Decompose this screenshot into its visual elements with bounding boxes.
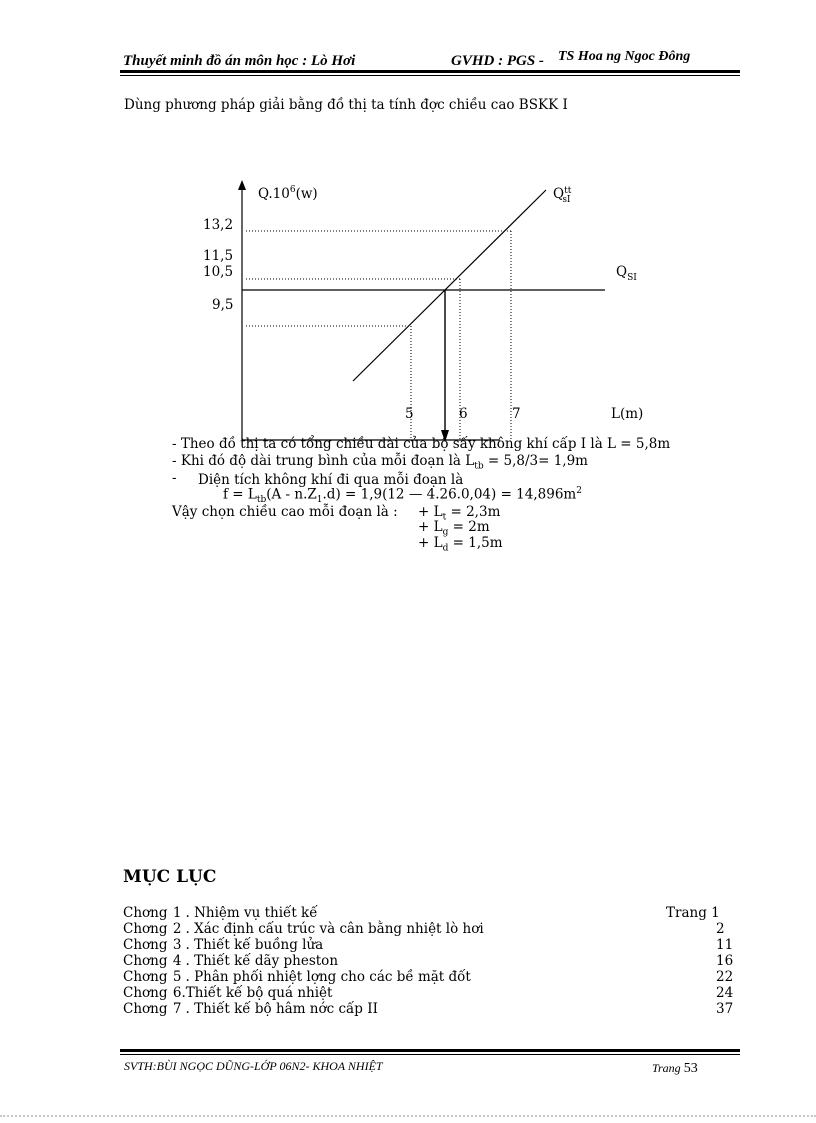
toc-chapter: Chơng [123,969,168,985]
toc-text: . Thiết kế dãy pheston [185,953,339,969]
footer-student: SVTH:BÙI NGỌC DŨNG-LỚP 06N2- KHOA NHIỆT [124,1059,383,1073]
result-line-2: - Khi đó độ dài trung bình của mỗi đoạn là $L_{tb} = 5,8/3= 1,9m$ [172,453,588,472]
y-axis-label: $Q.10^6(w)$ [258,185,318,202]
xtick-5: 5 [405,406,414,422]
toc-chapter: Chơng [123,1001,168,1017]
y-axis-arrow [238,180,246,190]
toc-row[interactable] [123,953,683,969]
header-title: Thuyết minh đồ án môn học : Lò Hơi [123,53,356,69]
choose-heights-prefix: Vậy chọn chiều cao mỗi đoạn là : [172,504,398,520]
toc-num: 4 [172,953,182,969]
area-formula: $f = L_{tb}(A - n.Z_1.d) = 1,9(12$ — $4.26.0,04) = 14,896m^2$ [223,486,582,506]
toc-row[interactable] [123,937,683,953]
toc-page-3: 11 [716,937,734,953]
toc-text: .Thiết kế bộ quá nhiệt [181,985,333,1001]
toc-page-2: 2 [716,921,725,937]
toc-num: 6 [172,985,182,1001]
toc-num: 5 [172,969,182,985]
toc-row[interactable] [123,1001,683,1017]
series-qtt-label: $Q^{tt}$ sI [553,186,572,205]
toc-text: . Xác định cấu trúc và cân bằng nhiệt lò hơi [185,921,484,937]
footer-page: Trang 53 [652,1061,698,1076]
toc-page-6: 24 [716,985,734,1001]
toc-chapter: Chơng [123,905,168,921]
toc-title: MỤC LỤC [123,867,217,887]
footer-rule-thick [120,1049,740,1052]
toc-num: 7 [172,1001,182,1017]
page-bottom-edge [0,1115,816,1117]
series-qsi-label: $Q_{SI}$ [616,264,637,283]
x-axis-label: L(m) [611,406,644,422]
footer-rule-thin [120,1054,740,1055]
toc-row[interactable] [123,921,683,937]
toc-page-4: 16 [716,953,734,969]
xtick-7: 7 [512,406,521,422]
toc-page-5: 22 [716,969,734,985]
header-advisor-name: TS Hoa ng Ngoc Đông [558,49,691,64]
height-lt: + $L_t = 2,3m$ [418,504,501,523]
header-advisor-label: GVHD : PGS - [451,53,544,69]
result-line-3-dash: - [172,470,177,486]
toc-text: . Thiết kế buồng lửa [185,937,324,953]
height-lg: + $L_g = 2m$ [418,519,490,538]
toc-chapter: Chơng [123,937,168,953]
ytick-11-5: 11,5 [203,248,234,264]
toc-text: . Nhiệm vụ thiết kế [185,905,318,921]
toc-row[interactable] [123,969,683,985]
header-rule-thin [120,75,740,76]
series-qtt-line [353,190,546,381]
toc-row[interactable] [123,905,735,921]
toc-page-7: 37 [716,1001,734,1017]
toc-row[interactable] [123,985,683,1001]
ytick-9-5: 9,5 [212,297,234,313]
result-line-3: Diện tích không khí đi qua mỗi đoạn là [198,472,464,488]
toc-chapter: Chơng [123,985,168,1001]
xtick-6: 6 [459,406,468,422]
graph [0,170,816,630]
toc-chapter: Chơng [123,953,168,969]
toc-text: . Thiết kế bộ hâm nớc cấp II [185,1001,378,1017]
result-line-1: - Theo đồ thị ta có tổng chiều dài của bộ sấy không khí cấp I là L = 5,8m [172,436,671,452]
toc-num: 3 [172,937,182,953]
intro-text: Dùng phương pháp giải bằng đồ thị ta tính đợc chiều cao BSKK I [124,97,568,113]
header-rule-thick [120,70,740,73]
toc-text: . Phân phối nhiệt lợng cho các bề mặt đốt [185,969,471,985]
toc-num: 1 [172,905,182,921]
ytick-13-2: 13,2 [203,217,234,233]
toc-page-label: Trang 1 [666,905,720,921]
height-ld: + $L_d = 1,5m$ [418,535,503,554]
ytick-10-5: 10,5 [203,264,234,280]
toc-chapter: Chơng [123,921,168,937]
toc-num: 2 [172,921,182,937]
